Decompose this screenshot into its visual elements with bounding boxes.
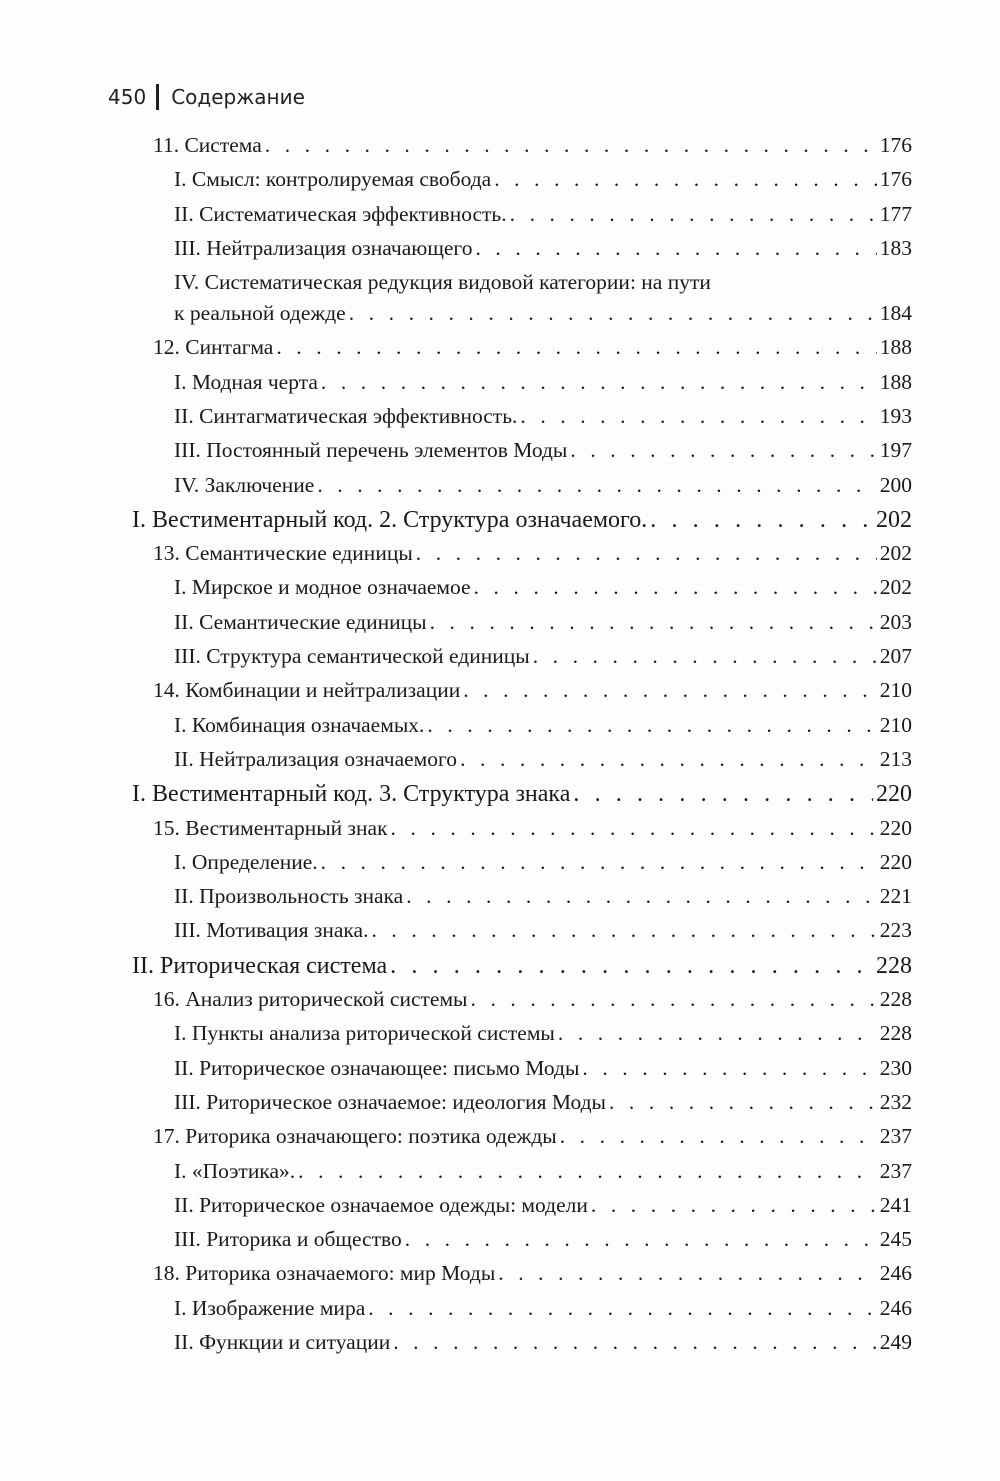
toc-entry xyxy=(153,335,912,369)
toc-page-number: 202 xyxy=(879,541,912,565)
dot-leader xyxy=(510,202,877,227)
toc-entry xyxy=(174,575,912,609)
toc-page-number: 220 xyxy=(879,816,912,840)
toc-entry-title: II. Семантические единицы xyxy=(174,610,427,634)
toc-entry xyxy=(174,1227,912,1261)
toc-entry-title: 14. Комбинации и нейтрализации xyxy=(153,678,461,702)
toc-entry-title: к реальной одежде xyxy=(174,301,346,325)
toc-entry-title: II. Риторическое означающее: письмо Моды xyxy=(174,1056,580,1080)
toc-page-number: 200 xyxy=(879,473,912,497)
dot-leader xyxy=(349,301,877,326)
dot-leader xyxy=(560,1124,877,1149)
toc-entry-title: III. Мотивация знака. xyxy=(174,918,369,942)
toc-entry-title: 17. Риторика означающего: поэтика одежды xyxy=(153,1124,557,1148)
header-divider xyxy=(156,84,159,110)
toc-entry xyxy=(174,404,912,438)
toc-entry xyxy=(174,438,912,472)
toc-page-number: 228 xyxy=(879,1021,912,1045)
dot-leader xyxy=(463,678,877,703)
running-head xyxy=(108,84,305,110)
toc-page-number: 220 xyxy=(876,781,912,807)
toc-entry xyxy=(174,1193,912,1227)
toc-entry-title: II. Риторическая система xyxy=(132,953,388,979)
toc-entry-title: I. Комбинация означаемых. xyxy=(174,713,425,737)
toc-entry xyxy=(153,541,912,575)
toc-entry-title: 12. Синтагма xyxy=(153,335,274,359)
toc-entry-title: I. Вестиментарный код. 3. Структура знака xyxy=(132,781,571,807)
toc-page-number: 221 xyxy=(879,884,912,908)
toc-entry-text: IV. Систематическая редукция видовой категории: на пути xyxy=(174,270,711,294)
toc-entry-title: II. Функции и ситуации xyxy=(174,1330,391,1354)
dot-leader xyxy=(558,1021,877,1046)
toc-entry-title: III. Риторическое означаемое: идеология Моды xyxy=(174,1090,606,1114)
toc-page-number: 223 xyxy=(879,918,912,942)
dot-leader xyxy=(276,335,876,360)
section-title: Содержание xyxy=(171,85,305,109)
dot-leader xyxy=(533,644,877,669)
toc-page-number: 210 xyxy=(879,713,912,737)
toc-page-number: 228 xyxy=(876,953,912,979)
toc-entry-title: III. Риторика и общество xyxy=(174,1227,402,1251)
page-number: 450 xyxy=(108,85,147,109)
toc-entry-title: 13. Семантические единицы xyxy=(153,541,413,565)
dot-leader xyxy=(494,167,877,192)
toc-entry-title: I. Модная черта xyxy=(174,370,318,394)
dot-leader xyxy=(416,541,877,566)
dot-leader xyxy=(573,781,873,808)
toc-entry xyxy=(174,1330,912,1364)
toc-entry-title: II. Произвольность знака xyxy=(174,884,404,908)
dot-leader xyxy=(321,370,877,395)
toc-entry-title: I. Пункты анализа риторической системы xyxy=(174,1021,555,1045)
toc-entry xyxy=(174,884,912,918)
dot-leader xyxy=(393,1330,877,1355)
toc-page-number: 228 xyxy=(879,987,912,1011)
toc-entry-title: II. Систематическая эффективность. xyxy=(174,202,507,226)
dot-leader xyxy=(298,1159,877,1184)
toc-page-number: 184 xyxy=(879,301,912,325)
toc-entry xyxy=(174,473,912,507)
toc-entry xyxy=(174,370,912,404)
dot-leader xyxy=(609,1090,877,1115)
toc-page-number: 246 xyxy=(879,1261,912,1285)
dot-leader xyxy=(498,1261,876,1286)
toc-entry xyxy=(174,850,912,884)
toc-entry-title: III. Нейтрализация означающего xyxy=(174,236,473,260)
toc-entry xyxy=(174,1021,912,1055)
toc-entry-title: I. Вестиментарный код. 2. Структура означаемого. xyxy=(132,507,648,533)
toc-entry-title: II. Нейтрализация означаемого xyxy=(174,747,458,771)
toc-entry-title: II. Синтагматическая эффективность. xyxy=(174,404,518,428)
toc-entry xyxy=(174,1159,912,1193)
toc-page-number: 188 xyxy=(879,335,912,359)
toc-page-number: 230 xyxy=(879,1056,912,1080)
toc-entry-title: 15. Вестиментарный знак xyxy=(153,816,388,840)
toc-page-number: 213 xyxy=(879,747,912,771)
dot-leader xyxy=(265,133,877,158)
toc-entry xyxy=(153,1124,912,1158)
dot-leader xyxy=(520,404,876,429)
toc-page-number: 232 xyxy=(879,1090,912,1114)
toc-entry xyxy=(174,644,912,678)
toc-page-number: 237 xyxy=(879,1159,912,1183)
toc-entry xyxy=(174,1090,912,1124)
toc-page-number: 193 xyxy=(879,404,912,428)
toc-entry xyxy=(174,1296,912,1330)
toc-entry-title: 18. Риторика означаемого: мир Моды xyxy=(153,1261,496,1285)
toc-entry-title: I. Определение. xyxy=(174,850,318,874)
toc-page-number: 197 xyxy=(879,438,912,462)
toc-entry-title: III. Постоянный перечень элементов Моды xyxy=(174,438,568,462)
toc-page-number: 249 xyxy=(879,1330,912,1354)
dot-leader xyxy=(460,747,877,772)
toc-entry-title: 11. Система xyxy=(153,133,262,157)
toc-entry xyxy=(153,678,912,712)
toc-page-number: 210 xyxy=(879,678,912,702)
toc-page-number: 183 xyxy=(879,236,912,260)
toc-entry xyxy=(132,781,912,815)
toc-entry-title: I. Мирское и модное означаемое xyxy=(174,575,471,599)
dot-leader xyxy=(471,987,877,1012)
toc-page-number: 176 xyxy=(879,133,912,157)
toc-page-number: 202 xyxy=(879,575,912,599)
dot-leader xyxy=(390,953,873,980)
toc-entry-title: IV. Заключение xyxy=(174,473,315,497)
dot-leader xyxy=(582,1056,876,1081)
toc-entry xyxy=(153,816,912,850)
dot-leader xyxy=(591,1193,877,1218)
toc-page-number: 220 xyxy=(879,850,912,874)
dot-leader xyxy=(391,816,877,841)
toc-page-number: 245 xyxy=(879,1227,912,1251)
toc-page-number: 188 xyxy=(879,370,912,394)
toc-page-number: 241 xyxy=(879,1193,912,1217)
toc-page-number: 246 xyxy=(879,1296,912,1320)
toc-entry xyxy=(174,610,912,644)
toc-entry xyxy=(174,747,912,781)
dot-leader xyxy=(430,610,877,635)
dot-leader xyxy=(368,1296,877,1321)
toc-entry-title: I. Изображение мира xyxy=(174,1296,366,1320)
toc-entry-title: I. Смысл: контролируемая свобода xyxy=(174,167,492,191)
toc-entry xyxy=(174,713,912,747)
toc-page-number: 176 xyxy=(879,167,912,191)
toc-entry-title: III. Структура семантической единицы xyxy=(174,644,530,668)
toc-page-number: 177 xyxy=(879,202,912,226)
dot-leader xyxy=(317,473,876,498)
toc-entry xyxy=(132,953,912,987)
toc-entry xyxy=(174,236,912,270)
dot-leader xyxy=(475,236,876,261)
dot-leader xyxy=(650,507,873,534)
toc-page-number: 207 xyxy=(879,644,912,668)
toc-page-number: 202 xyxy=(876,507,912,533)
toc-entry xyxy=(153,133,912,167)
dot-leader xyxy=(474,575,877,600)
dot-leader xyxy=(321,850,877,875)
dot-leader xyxy=(371,918,876,943)
toc-entry xyxy=(153,987,912,1021)
dot-leader xyxy=(427,713,876,738)
toc-entry xyxy=(174,301,912,335)
dot-leader xyxy=(570,438,876,463)
toc-entry xyxy=(132,507,912,541)
toc-entry xyxy=(174,918,912,952)
toc-entry-title: II. Риторическое означаемое одежды: модели xyxy=(174,1193,588,1217)
toc-entry-title: I. «Поэтика». xyxy=(174,1159,296,1183)
toc-page-number: 203 xyxy=(879,610,912,634)
dot-leader xyxy=(405,1227,877,1252)
toc-entry xyxy=(174,202,912,236)
toc-page-number: 237 xyxy=(879,1124,912,1148)
toc-entry xyxy=(174,1056,912,1090)
toc-entry xyxy=(174,167,912,201)
toc-entry xyxy=(153,1261,912,1295)
dot-leader xyxy=(406,884,877,909)
toc-entry-title: 16. Анализ риторической системы xyxy=(153,987,468,1011)
